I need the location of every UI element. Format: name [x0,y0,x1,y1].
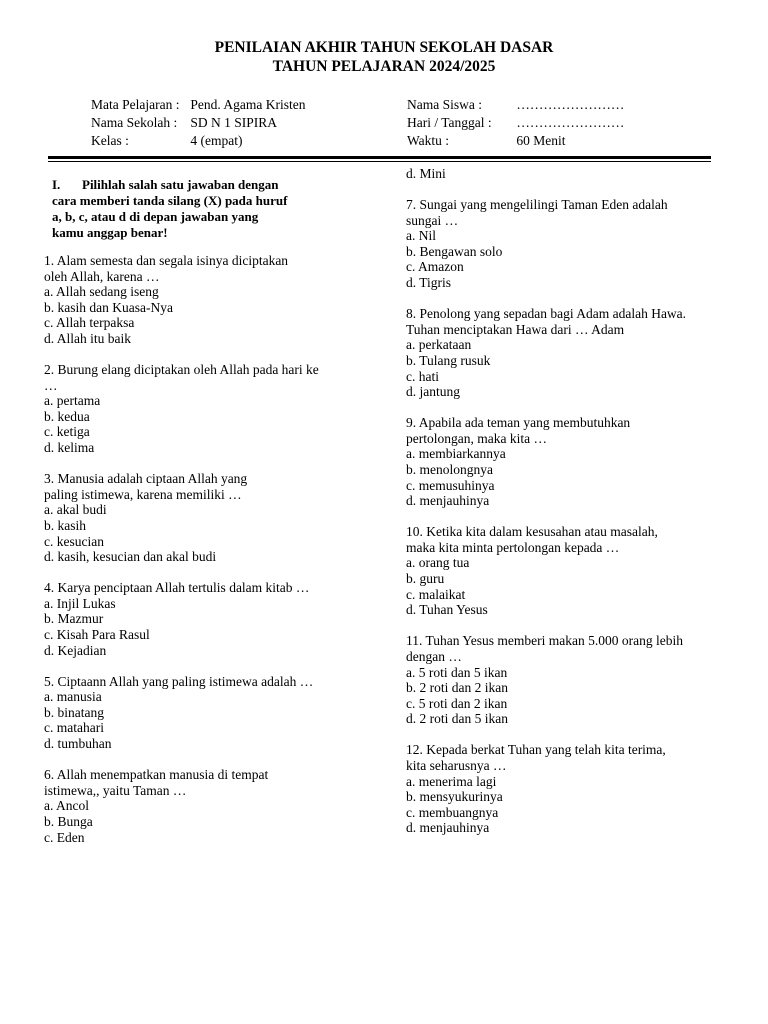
questions-column-right [406,166,736,851]
question-item [406,524,736,618]
answer-option[interactable]: a. Injil Lukas [44,595,116,611]
question-list-left [44,253,364,845]
answer-option[interactable]: a. orang tua [406,555,470,571]
answer-option[interactable]: c. Eden [44,829,85,845]
question-text: Tuhan menciptakan Hawa dari … Adam [406,321,625,337]
answer-option[interactable]: c. matahari [44,720,104,736]
answer-option[interactable]: d. menjauhinya [406,493,490,509]
exam-title-line1: PENILAIAN AKHIR TAHUN SEKOLAH DASAR [214,39,554,56]
answer-option[interactable]: d. kasih, kesucian dan akal budi [44,549,217,565]
question-item [44,767,364,845]
answer-option[interactable]: c. Allah terpaksa [44,315,135,331]
answer-option[interactable]: b. 2 roti dan 2 ikan [406,680,508,696]
question-text: sungai … [406,212,459,228]
question-text: 12. Kepada berkat Tuhan yang telah kita terima, [406,742,666,758]
info-label: Waktu : [407,133,450,148]
instruction-line: cara memberi tanda silang (X) pada huruf [52,193,288,208]
question-item [44,253,364,347]
question-item [406,197,736,291]
question-text: maka kita minta pertolongan kepada … [406,539,620,555]
questions-column-left [44,177,364,861]
answer-option[interactable]: b. Bunga [44,813,93,829]
question-text: 5. Ciptaann Allah yang paling istimewa adalah … [44,673,314,689]
question-item [406,306,736,400]
answer-option[interactable]: d. Tigris [406,275,452,291]
exam-info-left [91,96,305,150]
question-text: istimewa,, yaitu Taman … [44,782,187,798]
answer-option[interactable]: a. membiarkannya [406,446,506,462]
answer-option[interactable]: b. Mazmur [44,611,104,627]
answer-option[interactable]: a. Allah sedang iseng [44,284,159,300]
answer-option[interactable]: b. kasih dan Kuasa-Nya [44,299,173,315]
question-item [406,742,736,836]
question-text: paling istimewa, karena memiliki … [44,486,242,502]
question-text: … [44,377,58,393]
info-label: Hari / Tanggal : [407,115,492,130]
question-item [44,362,364,456]
question-text: 2. Burung elang diciptakan oleh Allah pada hari ke [44,362,319,378]
question-text: 6. Allah menempatkan manusia di tempat [44,767,269,783]
exam-title [0,38,768,76]
answer-option[interactable]: b. menolongnya [406,462,493,477]
instruction-line: kamu anggap benar! [52,225,168,240]
question-text: 4. Karya penciptaan Allah tertulis dalam kitab … [44,580,310,596]
info-row-subject [91,96,305,114]
info-label: Nama Sekolah : [91,115,178,130]
info-value: …………………… [516,97,625,112]
answer-option[interactable]: d. Allah itu baik [44,330,131,346]
question-text: kita seharusnya … [406,758,507,773]
info-value: 60 Menit [516,133,566,148]
question-text: dengan … [406,648,462,664]
header-divider-thick [48,156,711,159]
answer-option[interactable]: a. perkataan [406,337,472,353]
answer-option[interactable]: a. menerima lagi [406,773,497,789]
question-text: 11. Tuhan Yesus memberi makan 5.000 orang lebih [406,633,683,649]
question-text: oleh Allah, karena … [44,268,160,284]
answer-option[interactable]: d. Tuhan Yesus [406,602,488,618]
question-item [44,471,364,565]
info-label: Nama Siswa : [407,97,482,112]
question-list-right [406,197,736,836]
question-text: 8. Penolong yang sepadan bagi Adam adalah Hawa. [406,306,687,322]
question-text: pertolongan, maka kita … [406,430,547,446]
exam-title-line2: TAHUN PELAJARAN 2024/2025 [272,58,496,75]
answer-option[interactable]: b. Tulang rusuk [406,352,491,368]
question-item [406,415,736,509]
answer-option[interactable]: c. memusuhinya [406,477,495,493]
section-number: I. [52,177,61,192]
answer-option[interactable]: c. kesucian [44,533,104,549]
info-value: Pend. Agama Kristen [190,97,306,112]
answer-option[interactable]: c. hati [406,368,439,384]
question-item [44,580,364,658]
answer-option[interactable]: d. tumbuhan [44,736,112,752]
answer-option[interactable]: d. 2 roti dan 5 ikan [406,711,508,727]
continued-option: d. Mini [406,166,446,181]
answer-option[interactable]: d. jantung [406,384,460,400]
answer-option[interactable]: a. 5 roti dan 5 ikan [406,664,508,680]
info-label: Mata Pelajaran : [91,97,180,112]
question-item [44,674,364,752]
answer-option[interactable]: b. mensyukurinya [406,789,503,805]
info-value: SD N 1 SIPIRA [190,115,278,130]
answer-option[interactable]: b. binatang [44,704,104,720]
answer-option[interactable]: b. guru [406,571,445,587]
instruction-line: Pilihlah salah satu jawaban dengan [82,177,279,192]
info-row-date [407,114,624,132]
answer-option[interactable]: a. manusia [44,689,102,705]
info-row-student-name [407,96,624,114]
info-row-class [91,132,305,150]
answer-option[interactable]: c. 5 roti dan 2 ikan [406,695,508,711]
question-text: 10. Ketika kita dalam kesusahan atau masalah, [406,524,658,540]
answer-option[interactable]: a. akal budi [44,502,107,518]
question-item [406,633,736,727]
question-text: 3. Manusia adalah ciptaan Allah yang [44,471,248,487]
instruction-line: a, b, c, atau d di depan jawaban yang [52,209,259,224]
info-value: 4 (empat) [190,133,243,148]
question-text: 7. Sungai yang mengelilingi Taman Eden adalah [406,197,668,213]
info-value: …………………… [516,115,625,130]
answer-option[interactable]: b. Bengawan solo [406,243,503,259]
header-divider-thin [48,161,711,162]
answer-option[interactable]: a. pertama [44,393,101,409]
answer-option[interactable]: c. malaikat [406,586,466,602]
answer-option[interactable]: c. Amazon [406,259,464,275]
info-row-school [91,114,305,132]
answer-option[interactable]: c. membuangnya [406,804,499,820]
answer-option[interactable]: a. Ancol [44,798,89,814]
answer-option[interactable]: d. Kejadian [44,642,107,658]
info-row-time [407,132,624,150]
answer-option[interactable]: d. menjauhinya [406,820,490,836]
exam-info-right [407,96,624,150]
answer-option[interactable]: d. kelima [44,440,95,456]
answer-option[interactable]: c. ketiga [44,424,90,440]
section-instruction [44,177,364,241]
answer-option[interactable]: a. Nil [406,228,436,244]
answer-option[interactable]: c. Kisah Para Rasul [44,626,150,642]
answer-option[interactable]: b. kedua [44,408,90,424]
answer-option[interactable]: b. kasih [44,517,86,533]
info-label: Kelas : [91,133,129,148]
question-text: 9. Apabila ada teman yang membutuhkan [406,415,631,431]
question-text: 1. Alam semesta dan segala isinya diciptakan [44,253,289,268]
